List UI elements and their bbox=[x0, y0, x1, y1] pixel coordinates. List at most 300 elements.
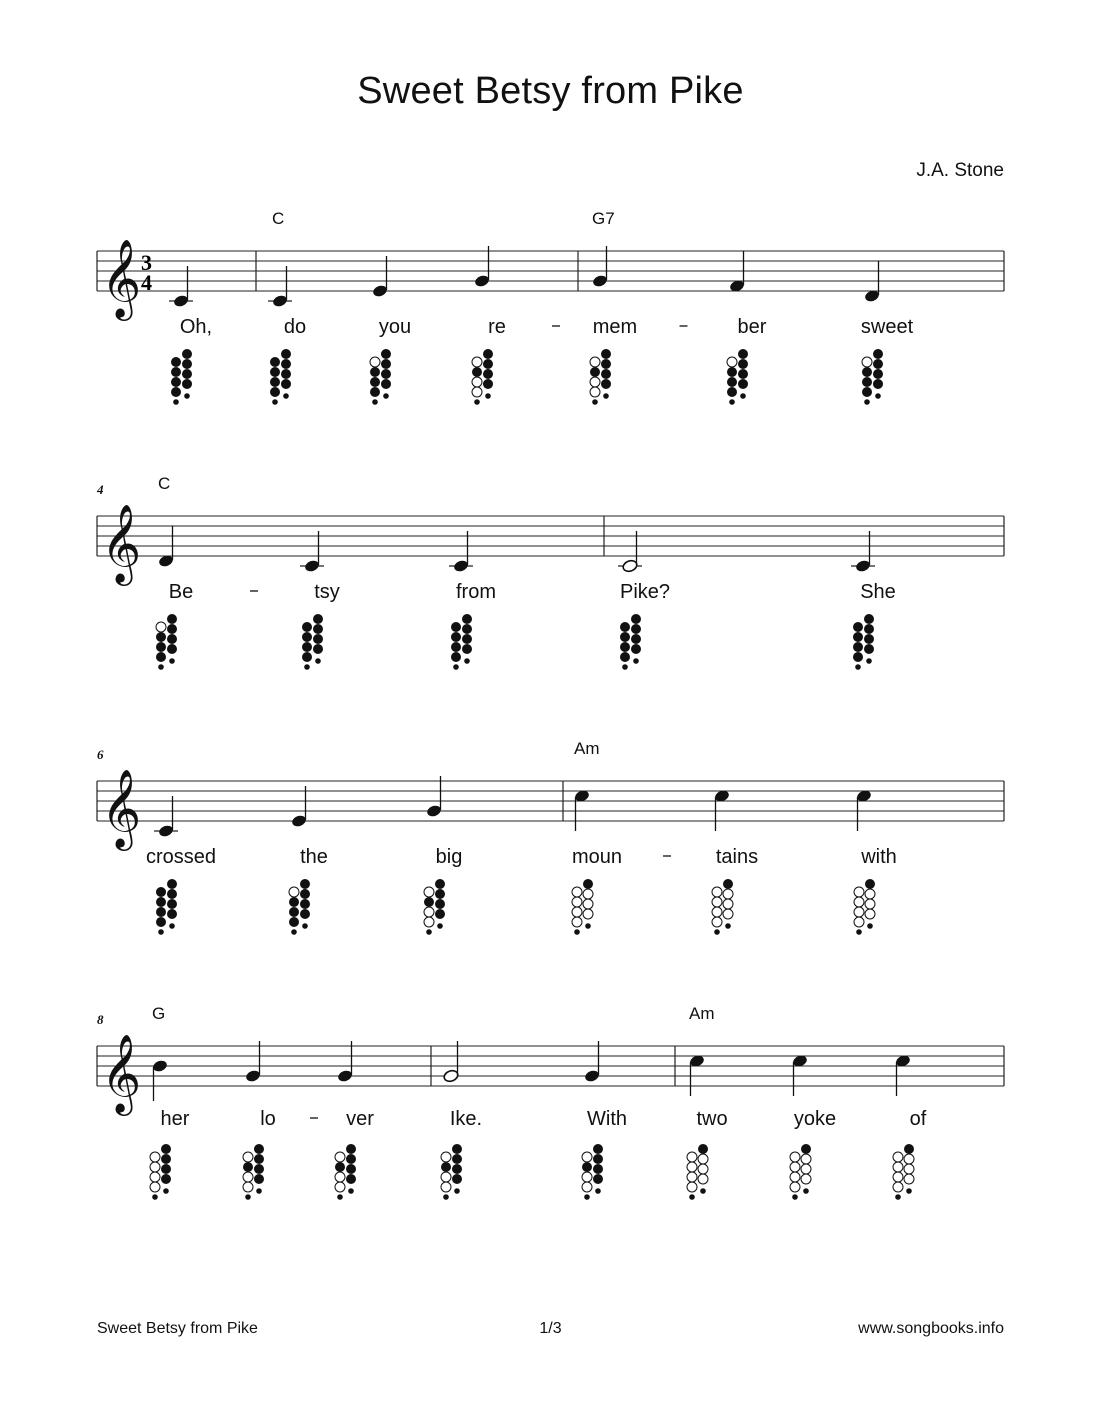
closed-hole bbox=[300, 879, 310, 889]
open-hole bbox=[801, 1154, 811, 1164]
closed-hole bbox=[583, 879, 593, 889]
closed-hole bbox=[256, 1188, 262, 1194]
fingering-chart bbox=[893, 1144, 914, 1200]
closed-hole bbox=[727, 367, 737, 377]
closed-hole bbox=[346, 1154, 356, 1164]
note-head bbox=[443, 1069, 460, 1083]
closed-hole bbox=[313, 644, 323, 654]
open-hole bbox=[904, 1174, 914, 1184]
open-hole bbox=[723, 899, 733, 909]
closed-hole bbox=[601, 369, 611, 379]
open-hole bbox=[243, 1182, 253, 1192]
closed-hole bbox=[270, 367, 280, 377]
closed-hole bbox=[182, 369, 192, 379]
open-hole bbox=[289, 887, 299, 897]
open-hole bbox=[712, 887, 722, 897]
closed-hole bbox=[483, 379, 493, 389]
closed-hole bbox=[452, 1174, 462, 1184]
open-hole bbox=[854, 907, 864, 917]
closed-hole bbox=[435, 909, 445, 919]
closed-hole bbox=[464, 658, 470, 664]
lyric-syllable: moun bbox=[571, 846, 623, 868]
closed-hole bbox=[270, 387, 280, 397]
treble-clef-icon: 𝄞 bbox=[101, 1034, 142, 1113]
closed-hole bbox=[281, 359, 291, 369]
closed-hole bbox=[381, 349, 391, 359]
closed-hole bbox=[862, 377, 872, 387]
closed-hole bbox=[592, 399, 598, 405]
closed-hole bbox=[443, 1194, 449, 1200]
fingering-chart bbox=[370, 349, 391, 405]
closed-hole bbox=[738, 369, 748, 379]
closed-hole bbox=[348, 1188, 354, 1194]
closed-hole bbox=[485, 393, 491, 399]
open-hole bbox=[583, 909, 593, 919]
closed-hole bbox=[585, 923, 591, 929]
closed-hole bbox=[167, 644, 177, 654]
open-hole bbox=[441, 1152, 451, 1162]
open-hole bbox=[472, 387, 482, 397]
fingering-chart bbox=[270, 349, 291, 405]
fingering-chart bbox=[853, 614, 874, 670]
open-hole bbox=[582, 1182, 592, 1192]
closed-hole bbox=[281, 379, 291, 389]
closed-hole bbox=[875, 393, 881, 399]
note-head bbox=[304, 559, 321, 573]
closed-hole bbox=[435, 889, 445, 899]
closed-hole bbox=[370, 367, 380, 377]
open-hole bbox=[590, 377, 600, 387]
fingering-chart bbox=[289, 879, 310, 935]
open-hole bbox=[790, 1172, 800, 1182]
closed-hole bbox=[304, 664, 310, 670]
closed-hole bbox=[856, 929, 862, 935]
lyric-syllable: her bbox=[160, 1108, 190, 1130]
open-hole bbox=[854, 887, 864, 897]
closed-hole bbox=[873, 379, 883, 389]
open-hole bbox=[150, 1182, 160, 1192]
open-hole bbox=[156, 622, 166, 632]
open-hole bbox=[904, 1154, 914, 1164]
open-hole bbox=[687, 1182, 697, 1192]
open-hole bbox=[723, 889, 733, 899]
open-hole bbox=[712, 907, 722, 917]
closed-hole bbox=[593, 1144, 603, 1154]
lyric-syllable: the bbox=[300, 846, 328, 868]
closed-hole bbox=[853, 642, 863, 652]
note-head bbox=[152, 1059, 169, 1073]
note-head bbox=[584, 1069, 601, 1083]
open-hole bbox=[582, 1172, 592, 1182]
closed-hole bbox=[161, 1164, 171, 1174]
open-hole bbox=[370, 357, 380, 367]
closed-hole bbox=[906, 1188, 912, 1194]
closed-hole bbox=[867, 923, 873, 929]
open-hole bbox=[698, 1154, 708, 1164]
closed-hole bbox=[315, 658, 321, 664]
chord-symbol: C bbox=[158, 474, 171, 493]
closed-hole bbox=[864, 399, 870, 405]
closed-hole bbox=[171, 367, 181, 377]
closed-hole bbox=[601, 349, 611, 359]
open-hole bbox=[572, 887, 582, 897]
closed-hole bbox=[289, 907, 299, 917]
note-head bbox=[158, 824, 175, 838]
closed-hole bbox=[167, 899, 177, 909]
fingering-chart bbox=[687, 1144, 708, 1200]
open-hole bbox=[790, 1162, 800, 1172]
closed-hole bbox=[792, 1194, 798, 1200]
lyric-syllable: crossed bbox=[145, 846, 217, 868]
note-head bbox=[622, 559, 639, 573]
closed-hole bbox=[167, 879, 177, 889]
closed-hole bbox=[272, 399, 278, 405]
fingering-chart bbox=[335, 1144, 356, 1200]
closed-hole bbox=[370, 377, 380, 387]
time-signature-bottom: 4 bbox=[141, 270, 152, 295]
note-head bbox=[245, 1069, 262, 1083]
closed-hole bbox=[302, 652, 312, 662]
closed-hole bbox=[454, 1188, 460, 1194]
lyric-syllable: ber bbox=[737, 316, 767, 338]
closed-hole bbox=[169, 923, 175, 929]
closed-hole bbox=[372, 399, 378, 405]
closed-hole bbox=[620, 652, 630, 662]
lyric-syllable: two bbox=[696, 1108, 728, 1130]
closed-hole bbox=[302, 923, 308, 929]
note-head bbox=[272, 294, 289, 308]
closed-hole bbox=[435, 899, 445, 909]
fingering-chart bbox=[243, 1144, 264, 1200]
open-hole bbox=[862, 357, 872, 367]
note-head bbox=[855, 559, 872, 573]
closed-hole bbox=[452, 1154, 462, 1164]
closed-hole bbox=[453, 664, 459, 670]
open-hole bbox=[801, 1174, 811, 1184]
lyric-syllable: re bbox=[488, 316, 506, 338]
open-hole bbox=[335, 1152, 345, 1162]
closed-hole bbox=[853, 622, 863, 632]
chord-symbol: C bbox=[272, 209, 285, 228]
closed-hole bbox=[853, 652, 863, 662]
note-head bbox=[474, 274, 491, 288]
open-hole bbox=[590, 357, 600, 367]
fingering-chart bbox=[171, 349, 192, 405]
fingering-chart bbox=[790, 1144, 811, 1200]
closed-hole bbox=[300, 899, 310, 909]
lyric-syllable: Oh, bbox=[179, 316, 213, 338]
fingering-chart bbox=[727, 349, 748, 405]
closed-hole bbox=[866, 658, 872, 664]
measure-number: 4 bbox=[97, 482, 104, 497]
lyric-syllable: Be bbox=[168, 581, 194, 603]
closed-hole bbox=[738, 379, 748, 389]
closed-hole bbox=[700, 1188, 706, 1194]
chord-symbol: G bbox=[152, 1004, 166, 1023]
closed-hole bbox=[452, 1144, 462, 1154]
open-hole bbox=[893, 1172, 903, 1182]
closed-hole bbox=[738, 359, 748, 369]
fingering-chart bbox=[424, 879, 445, 935]
closed-hole bbox=[171, 387, 181, 397]
closed-hole bbox=[483, 369, 493, 379]
open-hole bbox=[712, 897, 722, 907]
fingering-chart bbox=[472, 349, 493, 405]
lyric-syllable: sweet bbox=[860, 316, 914, 338]
closed-hole bbox=[156, 887, 166, 897]
closed-hole bbox=[727, 377, 737, 387]
closed-hole bbox=[855, 664, 861, 670]
lyric-syllable: mem bbox=[592, 316, 638, 338]
staff-system bbox=[96, 474, 1004, 670]
open-hole bbox=[150, 1152, 160, 1162]
closed-hole bbox=[631, 624, 641, 634]
note-head bbox=[592, 274, 609, 288]
open-hole bbox=[865, 899, 875, 909]
closed-hole bbox=[381, 379, 391, 389]
time-signature-top: 3 bbox=[141, 250, 152, 275]
closed-hole bbox=[873, 359, 883, 369]
fingering-chart bbox=[854, 879, 875, 935]
open-hole bbox=[865, 909, 875, 919]
closed-hole bbox=[451, 652, 461, 662]
closed-hole bbox=[184, 393, 190, 399]
note-head bbox=[453, 559, 470, 573]
closed-hole bbox=[245, 1194, 251, 1200]
closed-hole bbox=[873, 369, 883, 379]
open-hole bbox=[687, 1162, 697, 1172]
composer-credit: J.A. Stone bbox=[916, 160, 1004, 181]
closed-hole bbox=[441, 1162, 451, 1172]
closed-hole bbox=[156, 917, 166, 927]
fingering-chart bbox=[620, 614, 641, 670]
open-hole bbox=[590, 387, 600, 397]
closed-hole bbox=[727, 387, 737, 397]
closed-hole bbox=[281, 369, 291, 379]
footer-page-number: 1/3 bbox=[539, 1320, 562, 1337]
closed-hole bbox=[474, 399, 480, 405]
lyric-syllable: ver bbox=[346, 1108, 374, 1130]
closed-hole bbox=[698, 1144, 708, 1154]
closed-hole bbox=[283, 393, 289, 399]
closed-hole bbox=[631, 634, 641, 644]
closed-hole bbox=[803, 1188, 809, 1194]
closed-hole bbox=[601, 379, 611, 389]
closed-hole bbox=[337, 1194, 343, 1200]
closed-hole bbox=[156, 652, 166, 662]
lyric-syllable: you bbox=[378, 316, 412, 338]
closed-hole bbox=[462, 634, 472, 644]
closed-hole bbox=[302, 622, 312, 632]
open-hole bbox=[150, 1162, 160, 1172]
closed-hole bbox=[864, 644, 874, 654]
open-hole bbox=[150, 1172, 160, 1182]
closed-hole bbox=[631, 614, 641, 624]
closed-hole bbox=[853, 632, 863, 642]
closed-hole bbox=[451, 632, 461, 642]
fingering-chart bbox=[302, 614, 323, 670]
open-hole bbox=[854, 917, 864, 927]
open-hole bbox=[472, 357, 482, 367]
closed-hole bbox=[595, 1188, 601, 1194]
open-hole bbox=[335, 1182, 345, 1192]
open-hole bbox=[582, 1152, 592, 1162]
closed-hole bbox=[289, 897, 299, 907]
fingering-chart bbox=[451, 614, 472, 670]
note-head bbox=[337, 1069, 354, 1083]
closed-hole bbox=[383, 393, 389, 399]
open-hole bbox=[441, 1182, 451, 1192]
fingering-chart bbox=[582, 1144, 603, 1200]
closed-hole bbox=[171, 357, 181, 367]
note-head bbox=[372, 284, 389, 298]
closed-hole bbox=[740, 393, 746, 399]
closed-hole bbox=[437, 923, 443, 929]
closed-hole bbox=[381, 359, 391, 369]
closed-hole bbox=[313, 634, 323, 644]
closed-hole bbox=[346, 1174, 356, 1184]
open-hole bbox=[712, 917, 722, 927]
closed-hole bbox=[270, 377, 280, 387]
note-head bbox=[173, 294, 190, 308]
closed-hole bbox=[462, 624, 472, 634]
footer-song-title: Sweet Betsy from Pike bbox=[97, 1320, 258, 1337]
closed-hole bbox=[738, 349, 748, 359]
closed-hole bbox=[904, 1144, 914, 1154]
closed-hole bbox=[346, 1164, 356, 1174]
lyric-syllable: Ike. bbox=[449, 1108, 483, 1130]
open-hole bbox=[698, 1164, 708, 1174]
open-hole bbox=[572, 907, 582, 917]
open-hole bbox=[893, 1152, 903, 1162]
fingering-chart bbox=[150, 1144, 171, 1200]
closed-hole bbox=[801, 1144, 811, 1154]
closed-hole bbox=[689, 1194, 695, 1200]
lyric-syllable: tains bbox=[715, 846, 759, 868]
open-hole bbox=[727, 357, 737, 367]
open-hole bbox=[790, 1152, 800, 1162]
closed-hole bbox=[633, 658, 639, 664]
footer-website: www.songbooks.info bbox=[858, 1320, 1004, 1337]
closed-hole bbox=[865, 879, 875, 889]
lyric-syllable: with bbox=[861, 846, 897, 868]
closed-hole bbox=[161, 1154, 171, 1164]
open-hole bbox=[893, 1162, 903, 1172]
staff-system bbox=[97, 739, 1004, 935]
treble-clef-icon: 𝄞 bbox=[101, 239, 142, 318]
lyric-syllable: Pike? bbox=[619, 581, 671, 603]
closed-hole bbox=[601, 359, 611, 369]
closed-hole bbox=[163, 1188, 169, 1194]
note-head bbox=[426, 804, 443, 818]
open-hole bbox=[687, 1152, 697, 1162]
closed-hole bbox=[603, 393, 609, 399]
closed-hole bbox=[313, 624, 323, 634]
chord-symbol: G7 bbox=[592, 209, 615, 228]
closed-hole bbox=[300, 889, 310, 899]
closed-hole bbox=[593, 1164, 603, 1174]
closed-hole bbox=[574, 929, 580, 935]
open-hole bbox=[243, 1172, 253, 1182]
open-hole bbox=[441, 1172, 451, 1182]
closed-hole bbox=[451, 642, 461, 652]
open-hole bbox=[572, 897, 582, 907]
open-hole bbox=[904, 1164, 914, 1174]
closed-hole bbox=[620, 622, 630, 632]
open-hole bbox=[424, 907, 434, 917]
closed-hole bbox=[631, 644, 641, 654]
closed-hole bbox=[300, 909, 310, 919]
closed-hole bbox=[167, 889, 177, 899]
open-hole bbox=[698, 1174, 708, 1184]
fingering-chart bbox=[441, 1144, 462, 1200]
closed-hole bbox=[156, 897, 166, 907]
closed-hole bbox=[346, 1144, 356, 1154]
open-hole bbox=[472, 377, 482, 387]
closed-hole bbox=[254, 1174, 264, 1184]
open-hole bbox=[572, 917, 582, 927]
closed-hole bbox=[462, 614, 472, 624]
closed-hole bbox=[729, 399, 735, 405]
closed-hole bbox=[156, 907, 166, 917]
measure-number: 8 bbox=[97, 1012, 104, 1027]
closed-hole bbox=[483, 349, 493, 359]
open-hole bbox=[865, 889, 875, 899]
treble-clef-icon: 𝄞 bbox=[101, 769, 142, 848]
lyric-syllable: from bbox=[456, 581, 496, 603]
closed-hole bbox=[862, 367, 872, 377]
closed-hole bbox=[182, 379, 192, 389]
closed-hole bbox=[714, 929, 720, 935]
closed-hole bbox=[182, 359, 192, 369]
chord-symbol: Am bbox=[689, 1004, 715, 1023]
lyric-syllable: yoke bbox=[793, 1108, 837, 1130]
closed-hole bbox=[335, 1162, 345, 1172]
open-hole bbox=[687, 1172, 697, 1182]
lyric-syllable: do bbox=[283, 316, 307, 338]
closed-hole bbox=[593, 1174, 603, 1184]
closed-hole bbox=[254, 1164, 264, 1174]
treble-clef-icon: 𝄞 bbox=[101, 504, 142, 583]
closed-hole bbox=[593, 1154, 603, 1164]
open-hole bbox=[335, 1172, 345, 1182]
closed-hole bbox=[590, 367, 600, 377]
closed-hole bbox=[381, 369, 391, 379]
measure-number: 6 bbox=[97, 747, 104, 762]
closed-hole bbox=[584, 1194, 590, 1200]
open-hole bbox=[583, 899, 593, 909]
closed-hole bbox=[864, 634, 874, 644]
closed-hole bbox=[451, 622, 461, 632]
closed-hole bbox=[158, 664, 164, 670]
closed-hole bbox=[167, 614, 177, 624]
closed-hole bbox=[167, 624, 177, 634]
open-hole bbox=[583, 889, 593, 899]
closed-hole bbox=[462, 644, 472, 654]
closed-hole bbox=[167, 909, 177, 919]
closed-hole bbox=[426, 929, 432, 935]
closed-hole bbox=[622, 664, 628, 670]
closed-hole bbox=[483, 359, 493, 369]
closed-hole bbox=[161, 1174, 171, 1184]
note-head bbox=[291, 814, 308, 828]
closed-hole bbox=[472, 367, 482, 377]
lyric-syllable: She bbox=[860, 581, 896, 603]
closed-hole bbox=[302, 642, 312, 652]
closed-hole bbox=[173, 399, 179, 405]
closed-hole bbox=[435, 879, 445, 889]
open-hole bbox=[790, 1182, 800, 1192]
